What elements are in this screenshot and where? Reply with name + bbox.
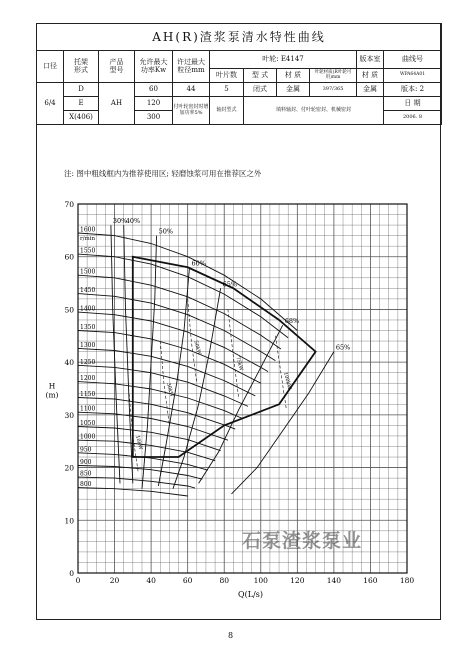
speed-curve-label: 1100 xyxy=(80,405,96,413)
vanes-label: 叶片数 xyxy=(210,69,244,83)
impeller-type-value: 闭式 xyxy=(244,83,277,97)
vanes-value: 5 xyxy=(210,83,244,97)
x-tick-label: 0 xyxy=(75,576,81,585)
x-tick-label: 80 xyxy=(219,576,229,585)
power-label: 10kW xyxy=(133,434,144,451)
watermark-text: 石泵渣浆泵业 xyxy=(242,530,363,552)
power-value-3: 300 xyxy=(135,111,173,125)
speed-curve-label: 1600 xyxy=(80,226,96,234)
speed-curve-label: 850 xyxy=(80,470,92,478)
speed-curve-label: 1250 xyxy=(80,358,96,366)
speed-curve-label: 950 xyxy=(80,446,92,454)
speed-curve-label: 1050 xyxy=(80,419,96,427)
power-label: 75kW xyxy=(234,355,244,372)
curve-no-label: 曲线号 xyxy=(384,51,442,69)
chart-note: 注: 图中粗线框内为推荐使用区; 轻磨蚀浆可用在推荐区之外 xyxy=(64,169,262,178)
power-label: 30kW xyxy=(164,382,175,398)
particle-header: 许过最大 粒径mm xyxy=(173,51,210,83)
frame-header: 托架 形式 xyxy=(64,51,99,83)
y-tick-label: 40 xyxy=(64,358,74,368)
x-tick-label: 60 xyxy=(182,576,193,585)
efficiency-label: 68% xyxy=(284,317,300,326)
efficiency-label: 30% xyxy=(112,217,128,226)
y-axis-label: (m) xyxy=(45,390,59,400)
impeller-material-value: 金属 xyxy=(277,83,310,97)
speed-curve xyxy=(78,477,195,488)
power-label: 50kW xyxy=(192,340,202,356)
y-tick-label: 0 xyxy=(69,569,74,578)
speed-unit-label: r/min xyxy=(80,235,95,242)
y-tick-label: 30 xyxy=(64,410,74,420)
impeller-label: 叶轮: E4147 xyxy=(210,51,357,69)
x-tick-label: 120 xyxy=(290,576,305,585)
inlet-value: 6/4 xyxy=(37,83,64,125)
speed-curve-label: 1200 xyxy=(80,375,96,383)
speed-curve xyxy=(78,294,275,361)
impeller-dia-value: 397/365 xyxy=(310,83,357,97)
efficiency-label: 50% xyxy=(158,227,174,236)
x-tick-label: 160 xyxy=(363,576,378,585)
efficiency-curve xyxy=(124,225,133,483)
speed-curve-label: 1300 xyxy=(80,341,96,349)
speed-curve-label: 1000 xyxy=(80,433,96,441)
frame-value-3: X(406) xyxy=(64,111,99,125)
date-value: 2006. 8 xyxy=(384,111,442,125)
x-tick-label: 100 xyxy=(253,576,268,585)
inlet-header: 口径 xyxy=(37,51,64,83)
y-tick-label: 10 xyxy=(64,516,74,526)
speed-curve-label: 1450 xyxy=(80,287,96,295)
speed-curve-label: 1150 xyxy=(80,390,96,398)
y-tick-label: 70 xyxy=(64,200,74,209)
x-tick-label: 40 xyxy=(146,576,156,585)
model-value: AH xyxy=(99,83,135,125)
efficiency-label: 60% xyxy=(191,259,206,268)
speed-curve-label: 1400 xyxy=(80,305,96,313)
sheet-title: AH(R)渣浆泵清水特性曲线 xyxy=(37,24,442,51)
efficiency-curve xyxy=(111,225,120,483)
speed-curve-label: 1500 xyxy=(80,268,96,276)
power-value-1: 60 xyxy=(135,83,173,97)
efficiency-label: 40% xyxy=(125,217,141,226)
shaft-seal-value: 填料轴封、付叶轮密封、机械密封 xyxy=(244,97,384,125)
frame-value-1: D xyxy=(64,83,99,97)
y-tick-label: 20 xyxy=(64,463,74,473)
material-dia-label: 叶轮材质(R叶轮可用)mm xyxy=(310,69,357,83)
x-tick-label: 180 xyxy=(399,576,415,585)
material-label: 材 质 xyxy=(277,69,310,83)
particle-value: 44 xyxy=(173,83,210,97)
power-label: 100kW xyxy=(281,371,293,391)
model-header: 产品 型号 xyxy=(99,51,135,83)
version-value: 版本: 2 xyxy=(384,83,442,97)
frame-value-2: E xyxy=(64,97,99,111)
y-axis-label: H xyxy=(48,381,56,391)
shaft-seal-label: 轴封型式 xyxy=(210,97,244,125)
material-label-2: 材 质 xyxy=(357,69,384,83)
efficiency-label: 65% xyxy=(335,343,351,352)
date-label: 日 期 xyxy=(384,97,442,111)
y-tick-label: 60 xyxy=(64,252,74,262)
speed-curve-label: 800 xyxy=(80,481,92,489)
impeller-material-value-2: 金属 xyxy=(357,83,384,97)
curve-no-value: WPA64A01 xyxy=(384,69,442,83)
efficiency-label: 65% xyxy=(222,280,238,289)
power-value-2: 120 xyxy=(135,97,173,111)
y-tick-label: 50 xyxy=(64,305,74,315)
type-label: 型 式 xyxy=(244,69,277,83)
version-room-label: 版本室 xyxy=(357,51,384,69)
page-number: 8 xyxy=(228,631,234,640)
seal-power-note: 付叶轮密封时增加功率5% xyxy=(173,97,210,125)
x-tick-label: 20 xyxy=(109,576,120,585)
speed-curve-label: 1550 xyxy=(80,247,96,255)
speed-curve-label: 900 xyxy=(80,458,92,466)
x-axis-label: Q(L/s) xyxy=(238,590,263,599)
speed-curve-label: 1350 xyxy=(80,324,96,332)
x-tick-label: 140 xyxy=(326,576,342,585)
power-header: 允许最大 功率Kw xyxy=(135,51,173,83)
